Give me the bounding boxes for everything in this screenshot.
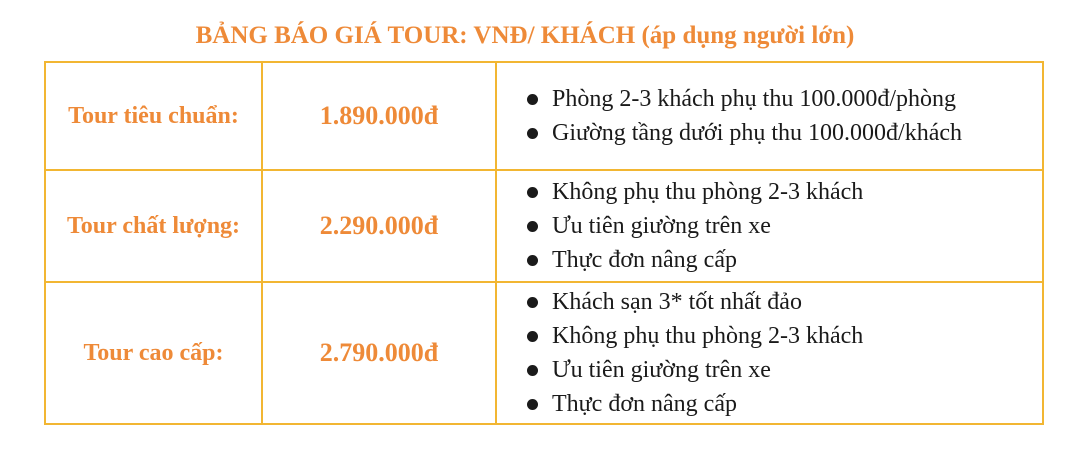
- table-row: [45, 282, 1043, 424]
- tour-features: [496, 282, 1043, 424]
- feature-list: [527, 285, 1042, 421]
- tour-price: 1.890.000đ: [262, 62, 496, 170]
- list-item: [527, 209, 1042, 243]
- bullet-icon: [527, 221, 538, 232]
- list-item: [527, 116, 1042, 150]
- feature-text: Phòng 2-3 khách phụ thu 100.000đ/phòng: [552, 86, 956, 112]
- feature-list: [527, 175, 1042, 277]
- page-title: BẢNG BÁO GIÁ TOUR: VNĐ/ KHÁCH (áp dụng người lớn): [195, 22, 855, 49]
- bullet-icon: [527, 94, 538, 105]
- feature-list: [527, 82, 1042, 150]
- feature-text: Không phụ thu phòng 2-3 khách: [552, 179, 864, 205]
- bullet-icon: [527, 187, 538, 198]
- feature-text: Thực đơn nâng cấp: [552, 391, 737, 417]
- list-item: [527, 319, 1042, 353]
- tour-features: [496, 62, 1043, 170]
- bullet-icon: [527, 365, 538, 376]
- bullet-icon: [527, 255, 538, 266]
- tour-price: 2.290.000đ: [262, 170, 496, 282]
- table-row: [45, 170, 1043, 282]
- feature-text: Ưu tiên giường trên xe: [552, 213, 771, 239]
- list-item: [527, 353, 1042, 387]
- bullet-icon: [527, 128, 538, 139]
- table-row: [45, 62, 1043, 170]
- list-item: [527, 175, 1042, 209]
- list-item: [527, 243, 1042, 277]
- tour-name: Tour cao cấp:: [45, 282, 262, 424]
- list-item: [527, 82, 1042, 116]
- bullet-icon: [527, 331, 538, 342]
- list-item: [527, 387, 1042, 421]
- price-table: [44, 61, 1044, 425]
- feature-text: Giường tầng dưới phụ thu 100.000đ/khách: [552, 120, 963, 146]
- tour-price: 2.790.000đ: [262, 282, 496, 424]
- list-item: [527, 285, 1042, 319]
- feature-text: Thực đơn nâng cấp: [552, 247, 737, 273]
- tour-name: Tour chất lượng:: [45, 170, 262, 282]
- feature-text: Khách sạn 3* tốt nhất đảo: [552, 289, 802, 315]
- tour-name: Tour tiêu chuẩn:: [45, 62, 262, 170]
- bullet-icon: [527, 399, 538, 410]
- feature-text: Ưu tiên giường trên xe: [552, 357, 771, 383]
- feature-text: Không phụ thu phòng 2-3 khách: [552, 323, 864, 349]
- bullet-icon: [527, 297, 538, 308]
- tour-features: [496, 170, 1043, 282]
